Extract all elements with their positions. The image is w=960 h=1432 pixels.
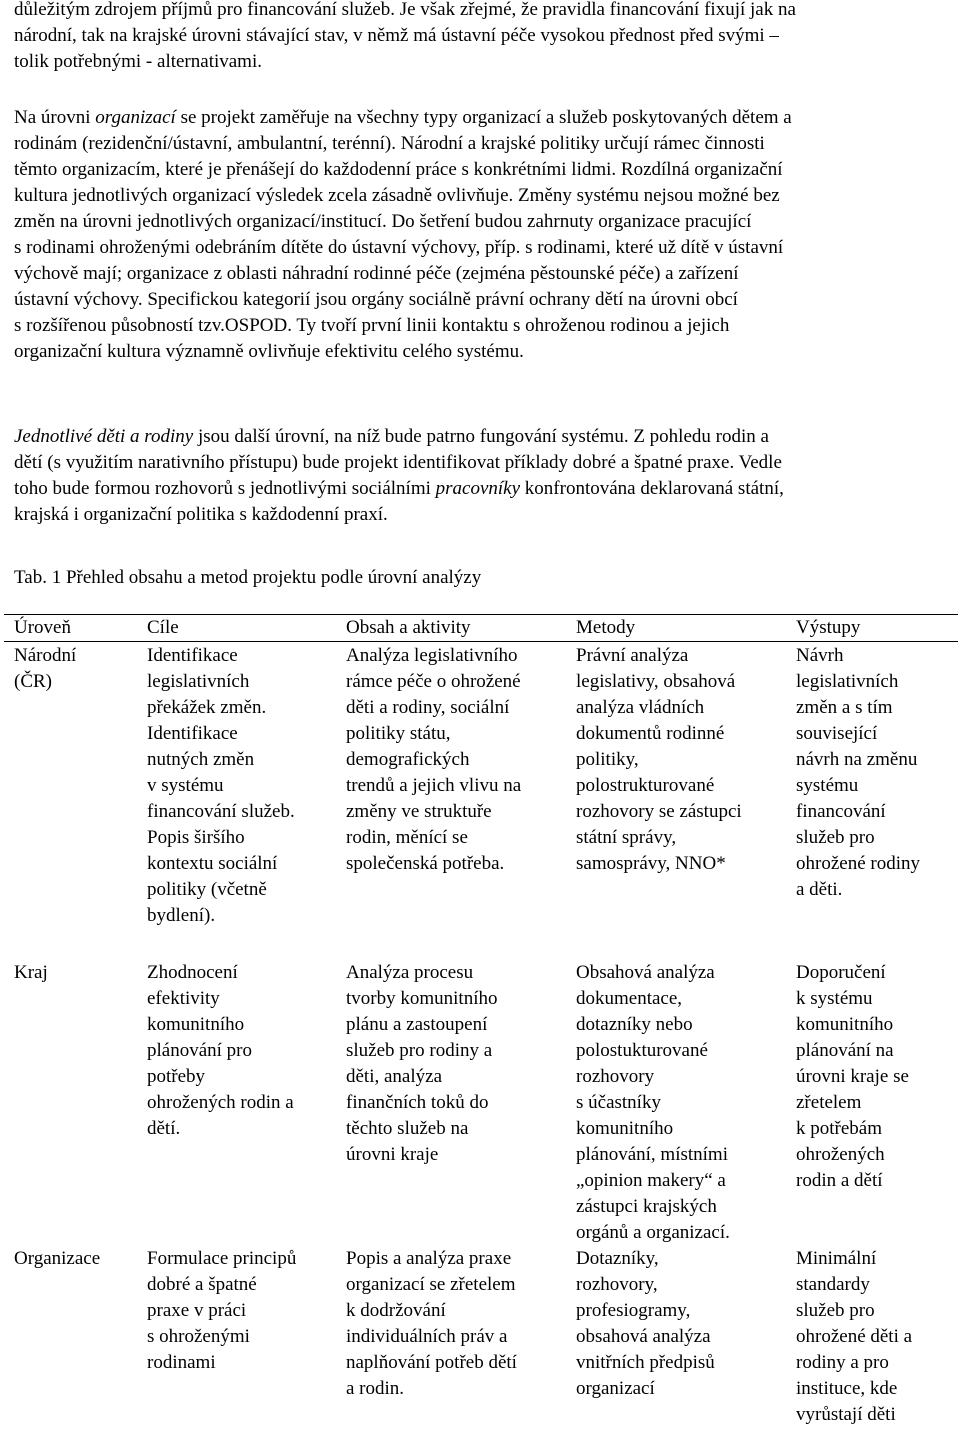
- cell-line: služeb pro rodiny a: [346, 1040, 493, 1061]
- cell-line: Organizace: [14, 1248, 101, 1269]
- cell-line: finančních toků do: [346, 1092, 489, 1113]
- cell-line: profesiogramy,: [576, 1300, 691, 1321]
- cell-line: a děti.: [796, 879, 843, 900]
- header-cell-goals: Cíle: [147, 617, 179, 638]
- cell-line: těchto služeb na: [346, 1118, 469, 1139]
- row-cell-methods: [576, 1246, 715, 1402]
- text-run: konfrontována deklarovaná státní,: [520, 478, 784, 499]
- text-run: toho bude formou rozhovorů s jednotlivými sociálními: [14, 478, 436, 499]
- row-cell-content: [346, 643, 521, 877]
- cell-line: Doporučení: [796, 962, 886, 983]
- cell-line: změny ve struktuře: [346, 801, 492, 822]
- cell-line: plánování, místními: [576, 1144, 728, 1165]
- row-cell-goals: [147, 643, 295, 929]
- cell-line: rozhovory,: [576, 1274, 658, 1295]
- cell-line: politiky státu,: [346, 723, 451, 744]
- cell-line: trendů a jejich vlivu na: [346, 775, 522, 796]
- emphasis-workers: pracovníky: [435, 478, 521, 499]
- cell-line: k potřebám: [796, 1118, 883, 1139]
- header-cell-level: Úroveň: [14, 617, 71, 638]
- row-cell-goals: [147, 1246, 296, 1376]
- cell-line: potřeby: [147, 1066, 206, 1087]
- cell-line: standardy: [796, 1274, 870, 1295]
- text-run: se projekt zaměřuje na všechny typy organizací a služeb poskytovaných dětem a: [175, 107, 792, 128]
- cell-line: rodinami: [147, 1352, 216, 1373]
- cell-line: Popis širšího: [147, 827, 245, 848]
- cell-line: k dodržování: [346, 1300, 446, 1321]
- cell-line: Obsahová analýza: [576, 962, 715, 983]
- cell-line: Právní analýza: [576, 645, 689, 666]
- text-line: rodinám (rezidenční/ústavní, ambulantní, terénní). Národní a krajské politiky určují rámec činnosti: [14, 133, 765, 154]
- cell-line: „opinion makery“ a: [576, 1170, 726, 1191]
- row-cell-level: [14, 960, 48, 986]
- cell-line: děti, analýza: [346, 1066, 443, 1087]
- cell-line: komunitního: [576, 1118, 674, 1139]
- cell-line: překážek změn.: [147, 697, 267, 718]
- text-run: Na úrovni: [14, 107, 96, 128]
- cell-line: návrh na změnu: [796, 749, 918, 770]
- cell-line: legislativních: [796, 671, 899, 692]
- paragraph-organizations: [14, 105, 950, 365]
- cell-line: Zhodnocení: [147, 962, 238, 983]
- header-cell-methods: Metody: [576, 617, 636, 638]
- cell-line: bydlení).: [147, 905, 216, 926]
- row-cell-outputs: [796, 1246, 912, 1428]
- cell-line: organizací se zřetelem: [346, 1274, 516, 1295]
- cell-line: Popis a analýza praxe: [346, 1248, 512, 1269]
- cell-line: rozhovory se zástupci: [576, 801, 742, 822]
- cell-line: děti a rodiny, sociální: [346, 697, 510, 718]
- cell-line: efektivity: [147, 988, 220, 1009]
- cell-line: politiky,: [576, 749, 639, 770]
- text-run: jsou další úrovní, na níž bude patrno fungování systému. Z pohledu rodin a: [193, 426, 769, 447]
- cell-line: plánování na: [796, 1040, 894, 1061]
- text-line: s rodinami ohroženými odebráním dítěte do ústavní výchovy, příp. s rodinami, které už dítě v ústavní: [14, 237, 784, 258]
- cell-line: rodin, měnící se: [346, 827, 468, 848]
- cell-line: komunitního: [796, 1014, 894, 1035]
- cell-line: služeb pro: [796, 1300, 875, 1321]
- cell-line: tvorby komunitního: [346, 988, 498, 1009]
- text-line: [14, 105, 950, 131]
- row-cell-level: [14, 643, 76, 695]
- cell-line: polostrukturované: [576, 775, 715, 796]
- cell-line: a rodin.: [346, 1378, 405, 1399]
- cell-line: k systému: [796, 988, 873, 1009]
- cell-line: Návrh: [796, 645, 844, 666]
- cell-line: organizací: [576, 1378, 655, 1399]
- text-line: změn na úrovni jednotlivých organizací/institucí. Do šetření budou zahrnuty organizace pracující: [14, 211, 752, 232]
- cell-line: Analýza legislativního: [346, 645, 518, 666]
- cell-line: Národní: [14, 645, 77, 666]
- cell-line: Identifikace: [147, 645, 238, 666]
- row-cell-level: [14, 1246, 100, 1272]
- cell-line: úrovni kraje: [346, 1144, 439, 1165]
- cell-line: zřetelem: [796, 1092, 862, 1113]
- text-line: [14, 476, 950, 502]
- cell-line: dobré a špatné: [147, 1274, 257, 1295]
- cell-line: Kraj: [14, 962, 48, 983]
- paragraph-children-families: [14, 424, 950, 528]
- cell-line: legislativy, obsahová: [576, 671, 736, 692]
- cell-line: dotazníky nebo: [576, 1014, 693, 1035]
- cell-line: související: [796, 723, 878, 744]
- row-cell-outputs: [796, 643, 920, 903]
- cell-line: nutných změn: [147, 749, 255, 770]
- text-line: s rozšířenou působností tzv.OSPOD. Ty tvoří první linii kontaktu s ohroženou rodinou a jejich: [14, 315, 730, 336]
- cell-line: (ČR): [14, 671, 52, 692]
- emphasis-organizations: organizací: [95, 107, 176, 128]
- cell-line: dokumentace,: [576, 988, 683, 1009]
- cell-line: vyrůstají děti: [796, 1404, 896, 1425]
- cell-line: individuálních práv a: [346, 1326, 508, 1347]
- text-line: výchově mají; organizace z oblasti náhradní rodinné péče (zejména pěstounské péče) a zařízení: [14, 263, 739, 284]
- cell-line: Minimální: [796, 1248, 877, 1269]
- header-cell-content: Obsah a aktivity: [346, 617, 471, 638]
- cell-line: demografických: [346, 749, 470, 770]
- cell-line: dokumentů rodinné: [576, 723, 725, 744]
- text-line: organizační kultura významně ovlivňuje efektivitu celého systému.: [14, 341, 524, 362]
- text-line: kultura jednotlivých organizací výsledek zcela zásadně ovlivňuje. Změny systému nejsou možné bez: [14, 185, 780, 206]
- cell-line: plánování pro: [147, 1040, 253, 1061]
- cell-line: s ohroženými: [147, 1326, 250, 1347]
- cell-line: ohrožených rodin a: [147, 1092, 294, 1113]
- cell-line: státní správy,: [576, 827, 677, 848]
- text-line: dětí (s využitím narativního přístupu) bude projekt identifikovat příklady dobré a špatné praxe. Vedle: [14, 452, 782, 473]
- cell-line: rodiny a pro: [796, 1352, 889, 1373]
- row-cell-goals: [147, 960, 294, 1142]
- cell-line: služeb pro: [796, 827, 875, 848]
- cell-line: praxe v práci: [147, 1300, 247, 1321]
- cell-line: instituce, kde: [796, 1378, 898, 1399]
- cell-line: rodin a dětí: [796, 1170, 883, 1191]
- text-line: tolik potřebnými - alternativami.: [14, 51, 262, 72]
- row-cell-content: [346, 1246, 517, 1402]
- cell-line: samosprávy, NNO*: [576, 853, 726, 874]
- cell-line: změn a s tím: [796, 697, 893, 718]
- table-caption: Tab. 1 Přehled obsahu a metod projektu podle úrovní analýzy: [14, 567, 482, 588]
- table-rule-header: [4, 641, 958, 642]
- text-line: ústavní výchovy. Specifickou kategorií jsou orgány sociálně právní ochrany dětí na úrovni obcí: [14, 289, 738, 310]
- cell-line: Analýza procesu: [346, 962, 474, 983]
- cell-line: s účastníky: [576, 1092, 661, 1113]
- text-line: krajská i organizační politika s každodenní praxí.: [14, 504, 388, 525]
- cell-line: dětí.: [147, 1118, 181, 1139]
- cell-line: Dotazníky,: [576, 1248, 659, 1269]
- cell-line: financování služeb.: [147, 801, 295, 822]
- text-line: těmto organizacím, které je přenášejí do každodenní práce s konkrétními lidmi. Rozdílná organizační: [14, 159, 783, 180]
- cell-line: Formulace principů: [147, 1248, 297, 1269]
- cell-line: polostukturované: [576, 1040, 708, 1061]
- text-line: důležitým zdrojem příjmů pro financování služeb. Je však zřejmé, že pravidla financování fixují jak na: [14, 0, 796, 20]
- cell-line: analýza vládních: [576, 697, 705, 718]
- row-cell-methods: [576, 960, 730, 1246]
- cell-line: plánu a zastoupení: [346, 1014, 488, 1035]
- cell-line: obsahová analýza: [576, 1326, 711, 1347]
- cell-line: legislativních: [147, 671, 250, 692]
- cell-line: zástupci krajských: [576, 1196, 717, 1217]
- cell-line: naplňování potřeb dětí: [346, 1352, 517, 1373]
- cell-line: politiky (včetně: [147, 879, 267, 900]
- cell-line: rámce péče o ohrožené: [346, 671, 521, 692]
- cell-line: systému: [796, 775, 859, 796]
- cell-line: úrovni kraje se: [796, 1066, 909, 1087]
- cell-line: ohrožené rodiny: [796, 853, 920, 874]
- cell-line: společenská potřeba.: [346, 853, 505, 874]
- cell-line: ohrožených: [796, 1144, 885, 1165]
- paragraph-financing: [14, 0, 950, 75]
- emphasis-children-families: Jednotlivé děti a rodiny: [14, 426, 194, 447]
- row-cell-content: [346, 960, 497, 1168]
- cell-line: kontextu sociální: [147, 853, 278, 874]
- cell-line: financování: [796, 801, 886, 822]
- cell-line: komunitního: [147, 1014, 245, 1035]
- row-cell-methods: [576, 643, 742, 877]
- cell-line: vnitřních předpisů: [576, 1352, 715, 1373]
- cell-line: Identifikace: [147, 723, 238, 744]
- text-line: národní, tak na krajské úrovni stávající stav, v němž má ústavní péče vysokou přednost před svými –: [14, 25, 779, 46]
- cell-line: orgánů a organizací.: [576, 1222, 730, 1243]
- header-cell-outputs: Výstupy: [796, 617, 861, 638]
- cell-line: v systému: [147, 775, 224, 796]
- cell-line: ohrožené děti a: [796, 1326, 913, 1347]
- text-line: [14, 424, 950, 450]
- row-cell-outputs: [796, 960, 909, 1194]
- cell-line: rozhovory: [576, 1066, 655, 1087]
